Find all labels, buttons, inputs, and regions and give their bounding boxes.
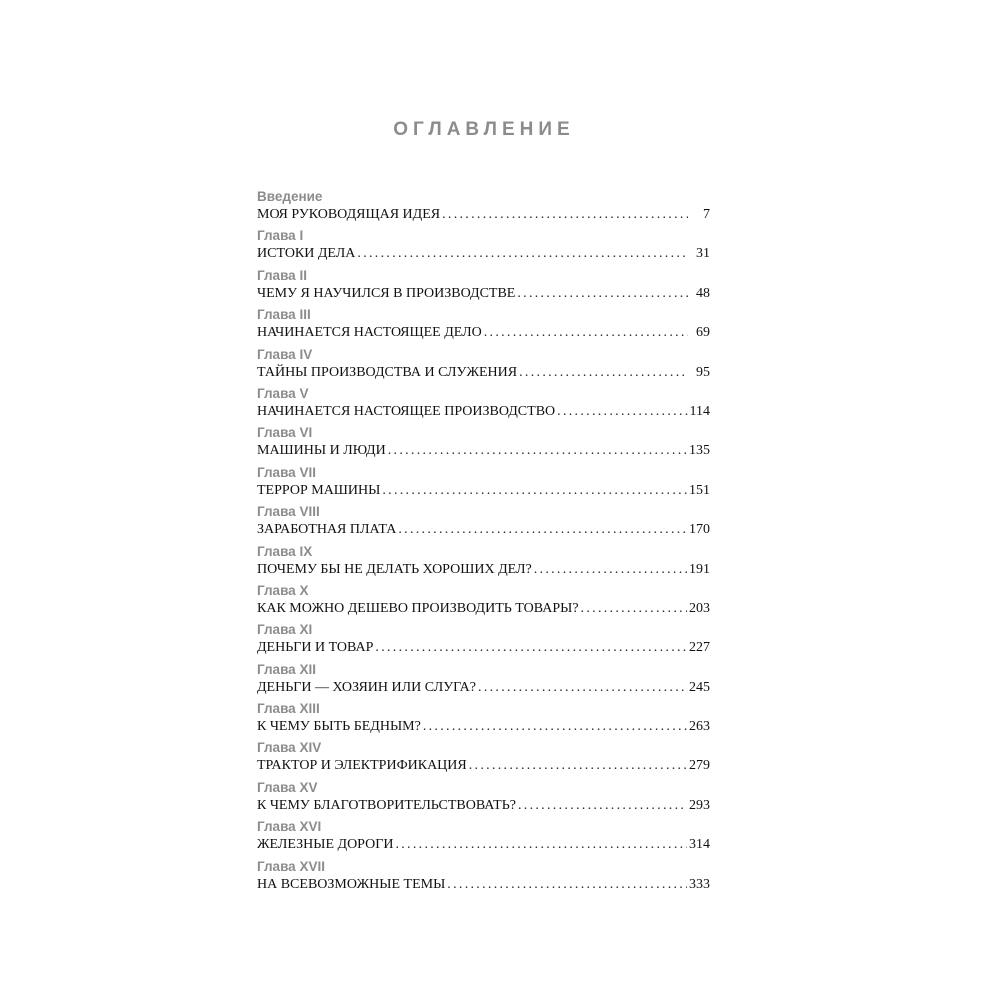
chapter-label: Глава VII <box>257 464 316 480</box>
toc-entry <box>257 582 710 621</box>
dot-leader <box>395 835 687 855</box>
toc-entry <box>257 739 710 778</box>
chapter-title: НАЧИНАЕТСЯ НАСТОЯЩЕЕ ДЕЛО <box>257 325 482 341</box>
dot-leader <box>534 560 687 580</box>
toc-entry <box>257 621 710 660</box>
dot-leader <box>442 205 688 225</box>
chapter-title: НАЧИНАЕТСЯ НАСТОЯЩЕЕ ПРОИЗВОДСТВО <box>257 403 556 419</box>
page-number: 135 <box>689 443 710 459</box>
chapter-title: К ЧЕМУ БЫТЬ БЕДНЫМ? <box>257 719 421 735</box>
chapter-title: ДЕНЬГИ И ТОВАР <box>257 640 374 656</box>
chapter-label: Глава V <box>257 385 309 401</box>
toc-line[interactable] <box>257 363 710 383</box>
chapter-title: НА ВСЕВОЗМОЖНЫЕ ТЕМЫ <box>257 876 446 892</box>
toc-entry <box>257 385 710 424</box>
toc-entry <box>257 306 710 345</box>
dot-leader <box>469 756 687 776</box>
page-number: 314 <box>689 837 710 853</box>
toc-line[interactable] <box>257 756 710 776</box>
chapter-label: Глава II <box>257 267 307 283</box>
chapter-label: Введение <box>257 189 323 204</box>
page-number: 170 <box>689 522 710 538</box>
dot-leader <box>557 402 687 422</box>
toc-line[interactable] <box>257 520 710 540</box>
page-number: 31 <box>696 246 710 262</box>
chapter-title: ЗАРАБОТНАЯ ПЛАТА <box>257 522 397 538</box>
chapter-label: Глава XV <box>257 779 318 795</box>
page-number: 333 <box>689 876 710 892</box>
toc-entry <box>257 818 710 857</box>
page-title: ОГЛАВЛЕНИЕ <box>393 119 575 140</box>
page-number: 279 <box>689 758 710 774</box>
toc-line[interactable] <box>257 560 710 580</box>
toc-line[interactable] <box>257 205 710 225</box>
toc-entry <box>257 346 710 385</box>
chapter-title: К ЧЕМУ БЛАГОТВОРИТЕЛЬСТВОВАТЬ? <box>257 797 516 813</box>
chapter-title: ЧЕМУ Я НАУЧИЛСЯ В ПРОИЗВОДСТВЕ <box>257 285 516 301</box>
chapter-label: Глава IV <box>257 346 313 362</box>
chapter-label: Глава IX <box>257 543 313 559</box>
chapter-label: Глава XVII <box>257 858 325 874</box>
page-number: 69 <box>696 325 710 341</box>
chapter-label: Глава XIII <box>257 701 320 717</box>
toc-line[interactable] <box>257 323 710 343</box>
dot-leader <box>519 363 688 383</box>
toc-entry <box>257 424 710 463</box>
dot-leader <box>447 875 687 895</box>
page-number: 48 <box>696 285 710 301</box>
toc-entry <box>257 464 710 503</box>
dot-leader <box>398 520 687 540</box>
chapter-title: МАШИНЫ И ЛЮДИ <box>257 443 386 459</box>
toc-entry <box>257 227 710 266</box>
chapter-title: ТАЙНЫ ПРОИЗВОДСТВА И СЛУЖЕНИЯ <box>257 364 518 380</box>
dot-leader <box>517 284 688 304</box>
dot-leader <box>478 678 687 698</box>
toc-entry <box>257 779 710 818</box>
toc-line[interactable] <box>257 441 710 461</box>
chapter-title: ПОЧЕМУ БЫ НЕ ДЕЛАТЬ ХОРОШИХ ДЕЛ? <box>257 561 532 577</box>
dot-leader <box>375 638 687 658</box>
chapter-title: МОЯ РУКОВОДЯЩАЯ ИДЕЯ <box>257 207 441 222</box>
toc-entry <box>257 543 710 582</box>
toc-line[interactable] <box>257 284 710 304</box>
chapter-title: ТЕРРОР МАШИНЫ <box>257 482 381 498</box>
page-number: 203 <box>689 600 710 616</box>
chapter-label: Глава XI <box>257 622 313 638</box>
toc-line[interactable] <box>257 678 710 698</box>
toc-line[interactable] <box>257 244 710 264</box>
dot-leader <box>423 717 687 737</box>
table-of-contents <box>257 188 710 897</box>
toc-entry <box>257 188 710 227</box>
toc-line[interactable] <box>257 796 710 816</box>
chapter-title: ДЕНЬГИ — ХОЗЯИН ИЛИ СЛУГА? <box>257 679 477 695</box>
toc-line[interactable] <box>257 599 710 619</box>
toc-line[interactable] <box>257 835 710 855</box>
page-number: 7 <box>703 207 710 222</box>
page-number: 95 <box>696 364 710 380</box>
chapter-title: ТРАКТОР И ЭЛЕКТРИФИКАЦИЯ <box>257 758 467 774</box>
chapter-label: Глава XII <box>257 661 316 677</box>
page-number: 151 <box>689 482 710 498</box>
toc-line[interactable] <box>257 481 710 501</box>
toc-line[interactable] <box>257 638 710 658</box>
toc-entry <box>257 267 710 306</box>
dot-leader <box>357 244 688 264</box>
chapter-label: Глава X <box>257 582 309 598</box>
dot-leader <box>581 599 687 619</box>
page-number: 293 <box>689 797 710 813</box>
toc-line[interactable] <box>257 717 710 737</box>
chapter-label: Глава VIII <box>257 504 320 520</box>
toc-line[interactable] <box>257 402 710 422</box>
chapter-label: Глава I <box>257 228 304 244</box>
chapter-label: Глава XIV <box>257 740 322 756</box>
page-number: 191 <box>689 561 710 577</box>
toc-entry <box>257 661 710 700</box>
toc-entry <box>257 503 710 542</box>
page-number: 245 <box>689 679 710 695</box>
chapter-label: Глава III <box>257 307 311 323</box>
dot-leader <box>518 796 687 816</box>
toc-entry <box>257 858 710 897</box>
chapter-title: ЖЕЛЕЗНЫЕ ДОРОГИ <box>257 837 394 853</box>
chapter-title: ИСТОКИ ДЕЛА <box>257 246 356 262</box>
dot-leader <box>484 323 688 343</box>
toc-entry <box>257 700 710 739</box>
dot-leader <box>382 481 687 501</box>
page-number: 114 <box>689 403 710 419</box>
chapter-label: Глава VI <box>257 425 313 441</box>
dot-leader <box>388 441 687 461</box>
chapter-label: Глава XVI <box>257 819 322 835</box>
toc-line[interactable] <box>257 875 710 895</box>
page-number: 227 <box>689 640 710 656</box>
chapter-title: КАК МОЖНО ДЕШЕВО ПРОИЗВОДИТЬ ТОВАРЫ? <box>257 600 579 616</box>
page-number: 263 <box>689 719 710 735</box>
